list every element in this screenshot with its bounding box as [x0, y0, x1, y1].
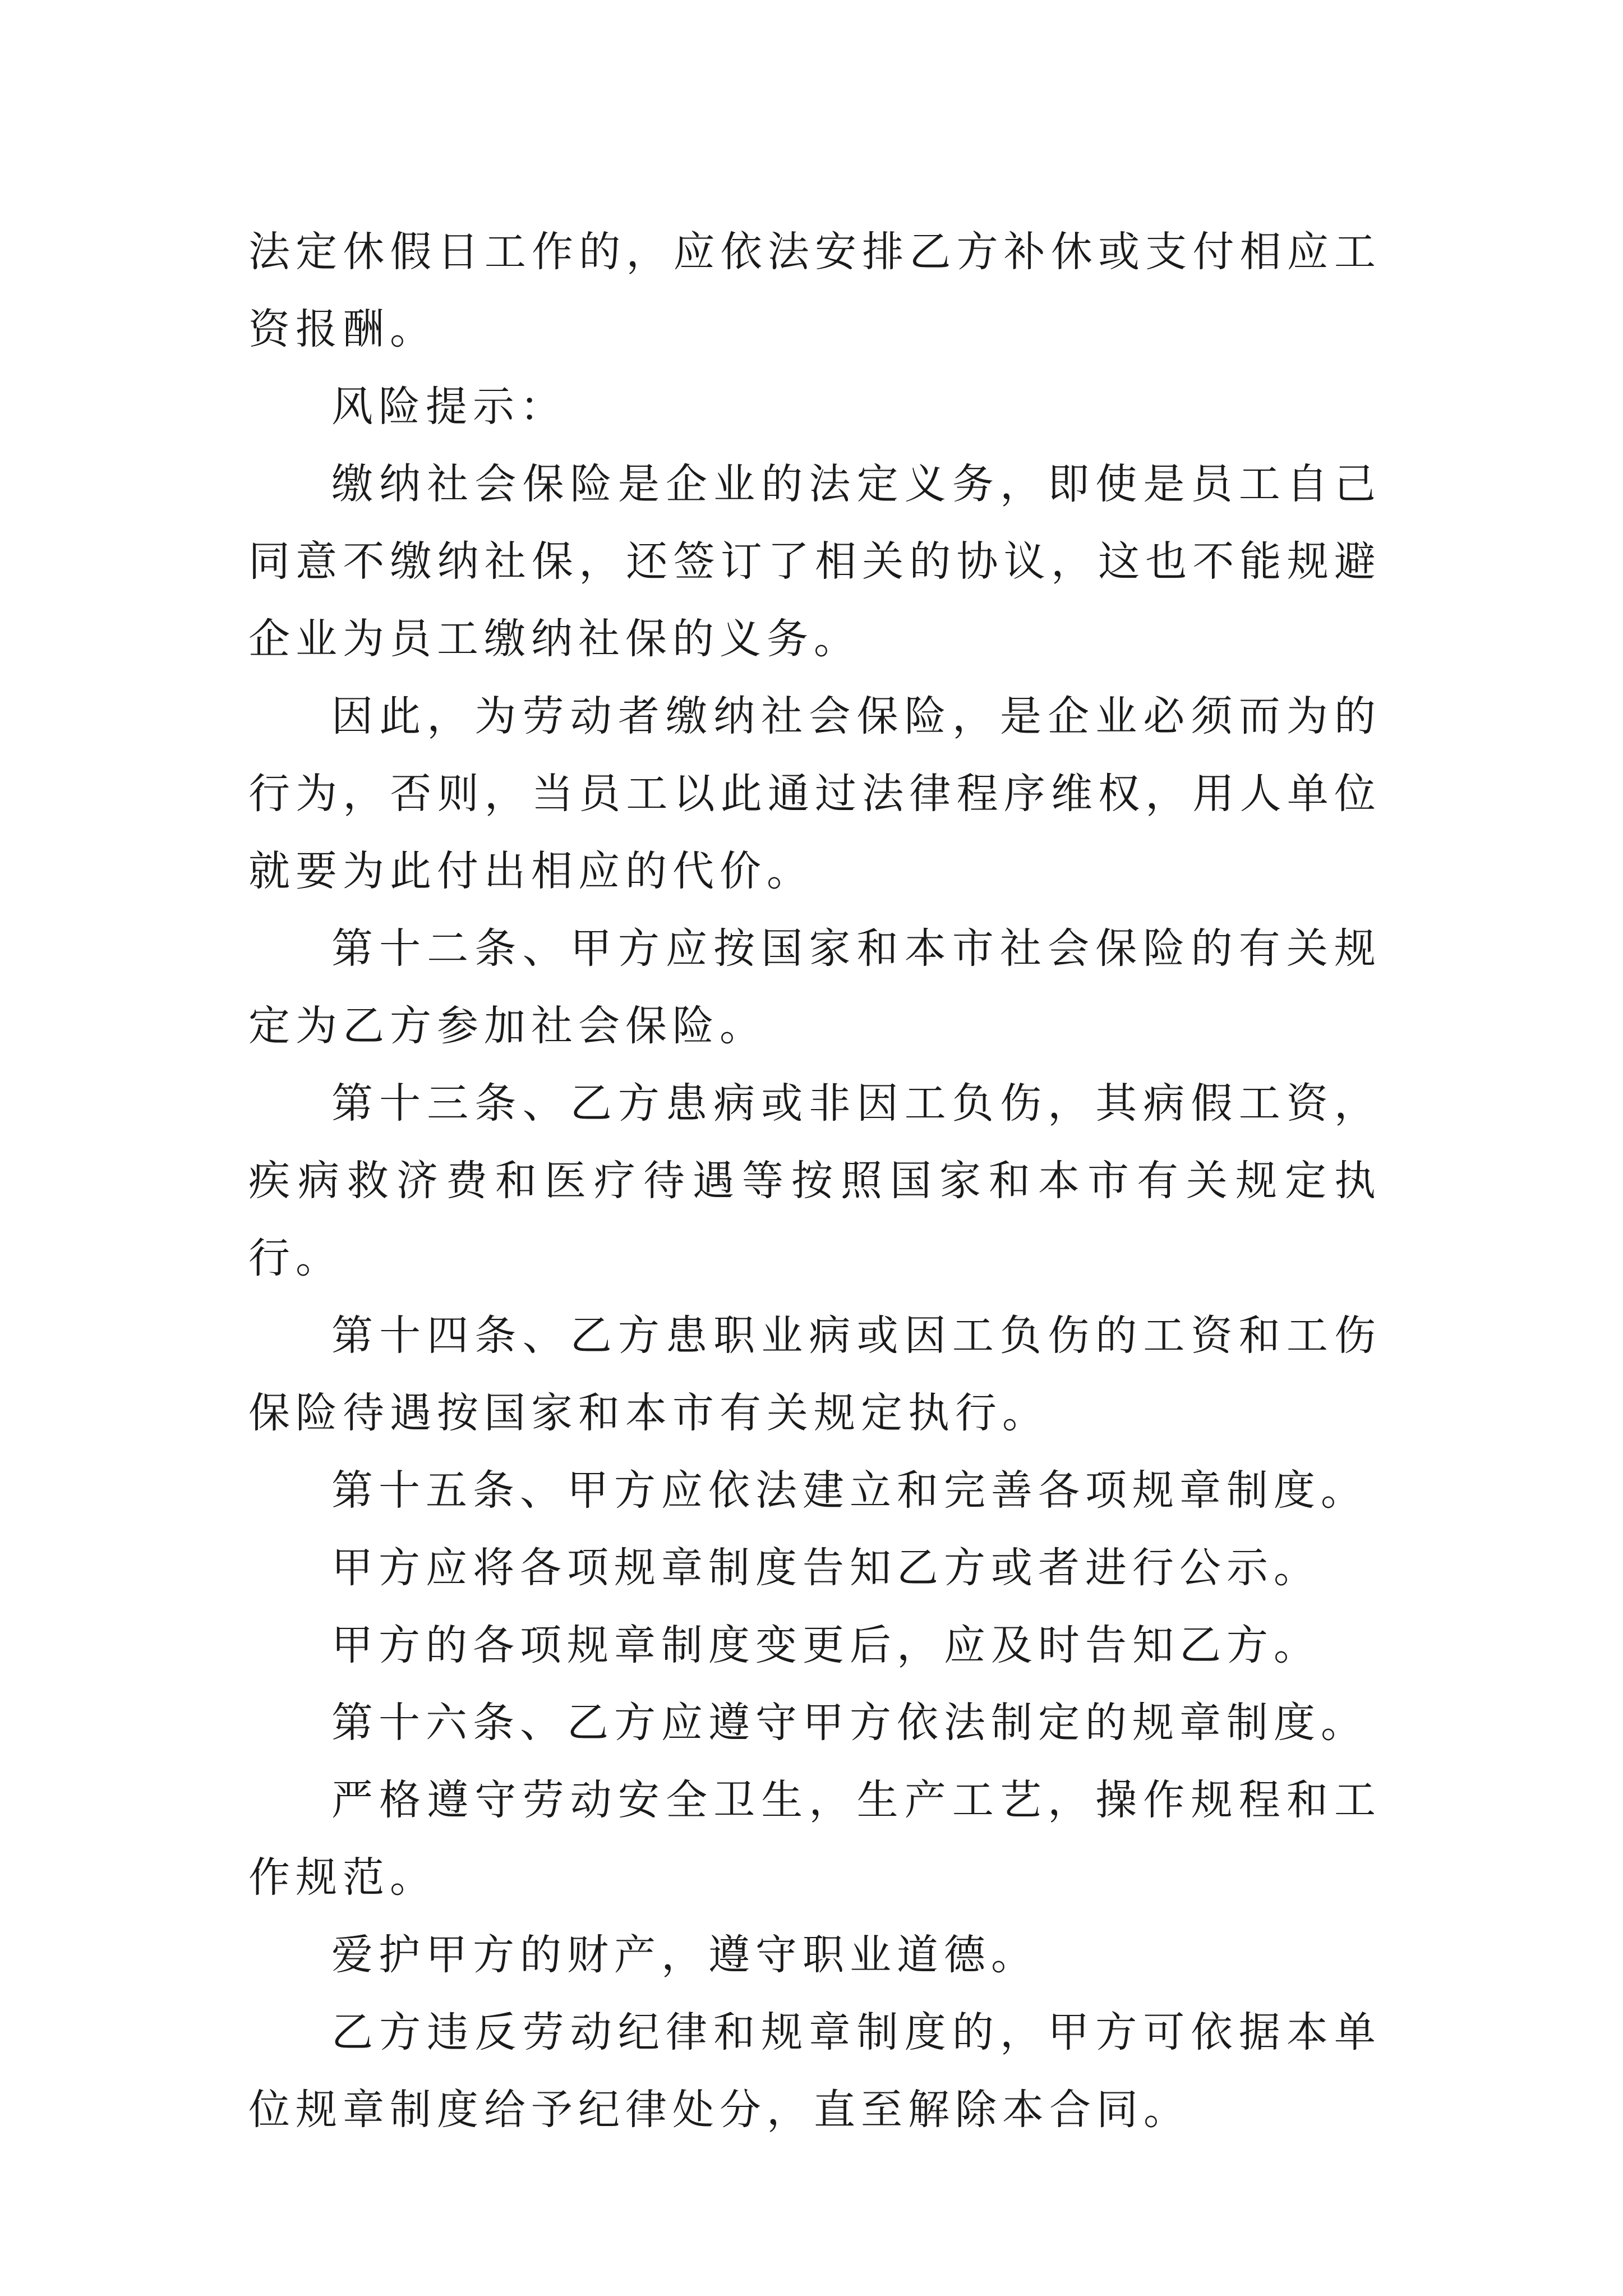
paragraph-article-15-change: 甲方的各项规章制度变更后，应及时告知乙方。	[331, 1621, 1321, 1669]
paragraph-article-16: 第十六条、乙方应遵守甲方依法制定的规章制度。	[331, 1699, 1368, 1747]
paragraph-article-16-property: 爱护甲方的财产，遵守职业道德。	[331, 1931, 1038, 1979]
paragraph-article-15: 第十五条、甲方应依法建立和完善各项规章制度。	[331, 1466, 1368, 1515]
paragraph-article-16-safety: 严格遵守劳动安全卫生，生产工艺，操作规程和工作规范。	[248, 1776, 1381, 1902]
paragraph-social-insurance-consequence: 因此，为劳动者缴纳社会保险，是企业必须而为的行为，否则，当员工以此通过法律程序维权，用人单位就要为此付出相应的代价。	[248, 692, 1381, 895]
paragraph-article-15-notice: 甲方应将各项规章制度告知乙方或者进行公示。	[331, 1544, 1321, 1592]
paragraph-article-16-discipline: 乙方违反劳动纪律和规章制度的，甲方可依据本单位规章制度给予纪律处分，直至解除本合同。	[248, 2008, 1381, 2134]
paragraph-article-14: 第十四条、乙方患职业病或因工负伤的工资和工伤保险待遇按国家和本市有关规定执行。	[248, 1312, 1381, 1437]
paragraph-social-insurance-duty: 缴纳社会保险是企业的法定义务，即使是员工自己同意不缴纳社保，还签订了相关的协议，这也不能规避企业为员工缴纳社保的义务。	[248, 460, 1381, 663]
paragraph-article-13: 第十三条、乙方患病或非因工负伤，其病假工资，疾病救济费和医疗待遇等按照国家和本市有关规定执行。	[248, 1079, 1381, 1282]
document-body	[248, 213, 1381, 2148]
paragraph-risk-heading: 风险提示：	[331, 383, 567, 431]
paragraph-article-12: 第十二条、甲方应按国家和本市社会保险的有关规定为乙方参加社会保险。	[248, 924, 1381, 1050]
paragraph-continuation: 法定休假日工作的，应依法安排乙方补休或支付相应工资报酬。	[248, 228, 1381, 353]
